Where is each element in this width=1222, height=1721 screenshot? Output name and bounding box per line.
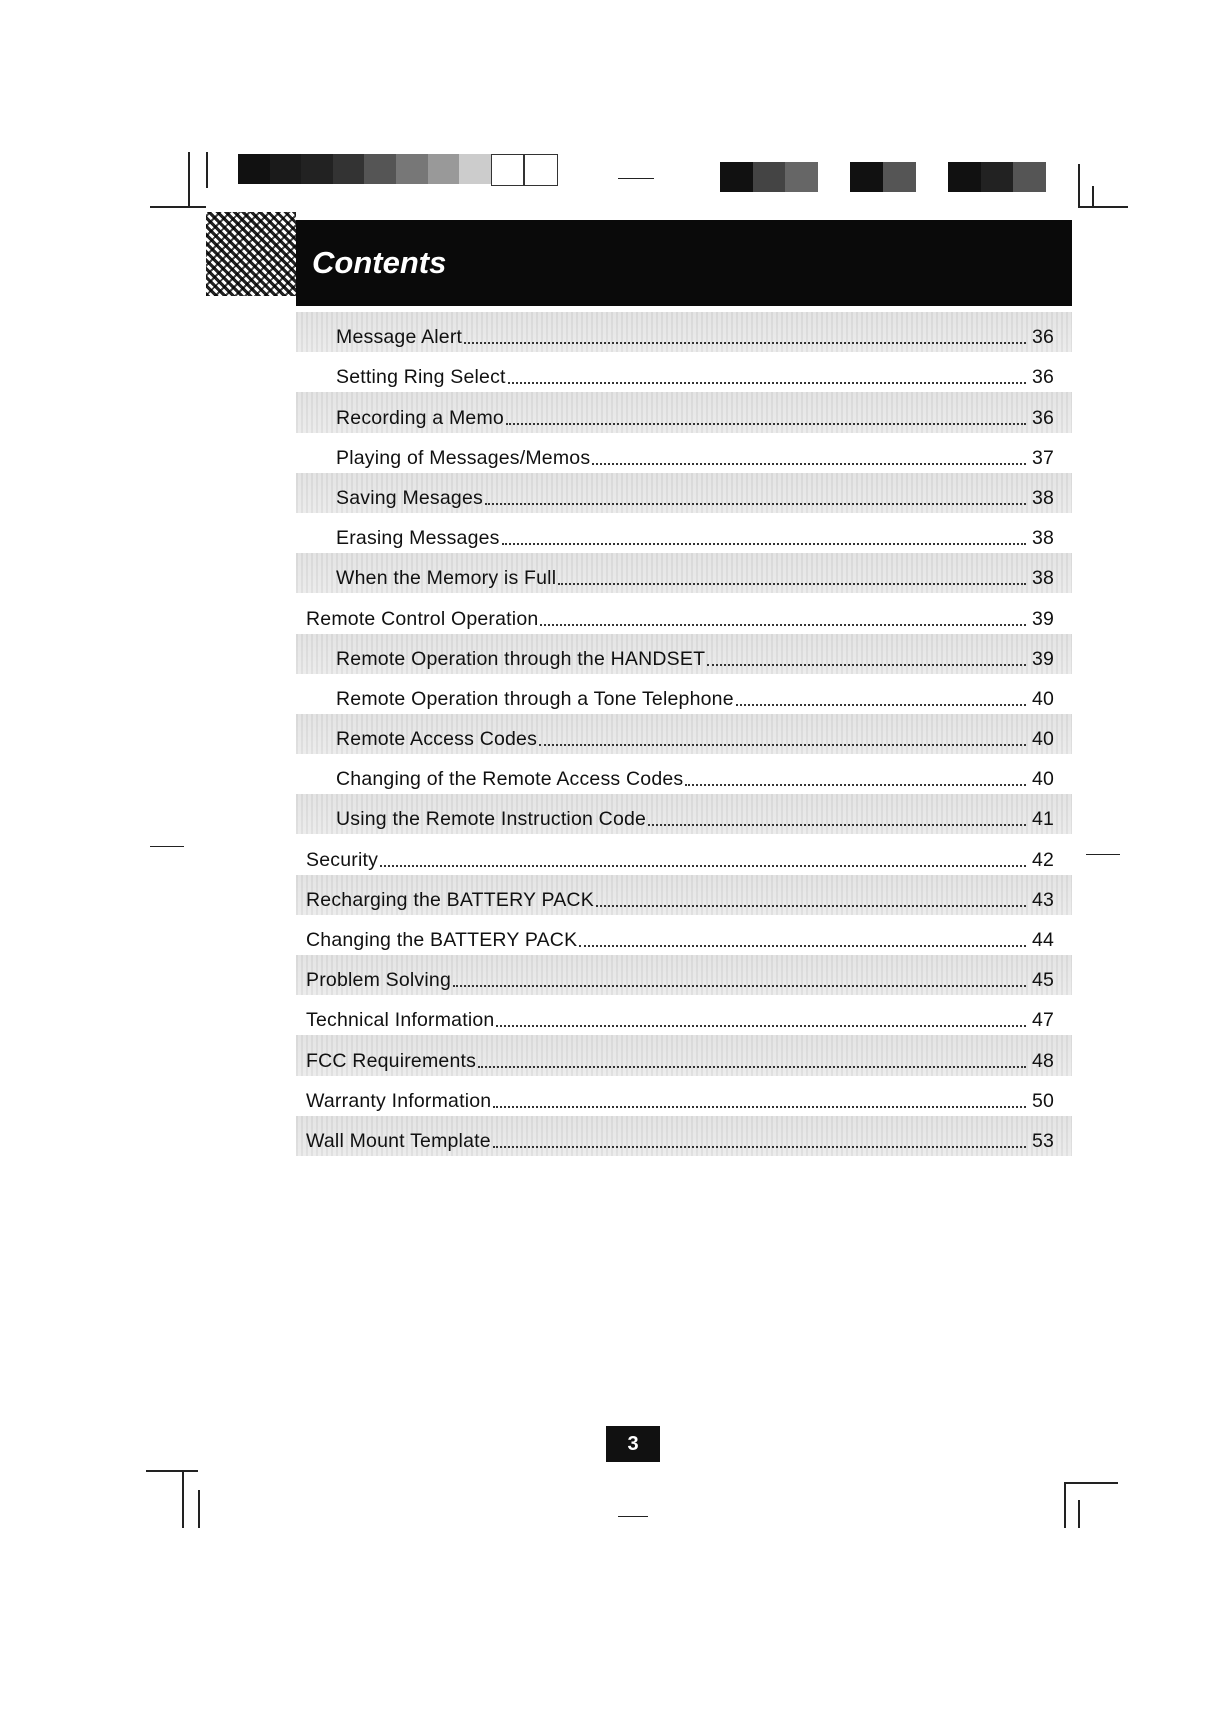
color-bar-right bbox=[720, 162, 1046, 192]
toc-entry-page: 37 bbox=[1032, 446, 1055, 469]
toc-entry-title: FCC Requirements bbox=[306, 1049, 477, 1072]
crop-mark-top-left-v1 bbox=[188, 152, 190, 208]
toc-entry-page: 53 bbox=[1032, 1129, 1055, 1152]
toc-entry-title: Wall Mount Template bbox=[306, 1129, 491, 1152]
toc-entry-page: 39 bbox=[1032, 647, 1055, 670]
toc-leader-dots bbox=[478, 1066, 1026, 1068]
table-of-contents bbox=[296, 312, 1072, 1156]
toc-entry-title: Security bbox=[306, 848, 379, 871]
toc-entry bbox=[296, 634, 1072, 674]
toc-entry-page: 43 bbox=[1032, 888, 1055, 911]
toc-entry-page: 44 bbox=[1032, 929, 1055, 951]
toc-entry-page: 38 bbox=[1032, 567, 1055, 590]
toc-entry-page: 39 bbox=[1032, 607, 1055, 630]
halftone-corner-pattern bbox=[206, 212, 296, 296]
crop-mark-bottom-right-h bbox=[1064, 1482, 1118, 1484]
toc-entry-title: Remote Operation through the HANDSET bbox=[336, 647, 706, 670]
toc-entry bbox=[296, 794, 1072, 834]
toc-entry bbox=[296, 513, 1072, 553]
toc-entry-page: 38 bbox=[1032, 486, 1055, 509]
toc-leader-dots bbox=[596, 905, 1026, 907]
toc-entry bbox=[296, 1116, 1072, 1156]
toc-leader-dots bbox=[464, 342, 1026, 344]
toc-entry-page: 36 bbox=[1032, 366, 1055, 389]
toc-entry-title: When the Memory is Full bbox=[336, 567, 557, 590]
toc-entry-page: 38 bbox=[1032, 527, 1055, 550]
registration-mark-right bbox=[1086, 854, 1120, 855]
toc-leader-dots bbox=[540, 624, 1026, 626]
toc-entry bbox=[296, 915, 1072, 955]
toc-entry-title: Changing the BATTERY PACK bbox=[306, 929, 578, 951]
toc-entry bbox=[296, 875, 1072, 915]
toc-entry-page: 48 bbox=[1032, 1049, 1055, 1072]
toc-leader-dots bbox=[685, 784, 1026, 786]
toc-entry-page: 40 bbox=[1032, 687, 1055, 710]
toc-entry bbox=[296, 392, 1072, 432]
toc-leader-dots bbox=[539, 744, 1026, 746]
crop-mark-bottom-left-v1 bbox=[182, 1470, 184, 1528]
toc-leader-dots bbox=[648, 824, 1026, 826]
crop-mark-top-right-h bbox=[1078, 206, 1128, 208]
toc-leader-dots bbox=[380, 865, 1026, 867]
toc-leader-dots bbox=[592, 463, 1026, 465]
toc-entry-title: Warranty Information bbox=[306, 1089, 492, 1112]
toc-entry-title: Playing of Messages/Memos bbox=[336, 446, 591, 469]
toc-entry bbox=[296, 593, 1072, 633]
toc-entry-title: Changing of the Remote Access Codes bbox=[336, 768, 684, 791]
toc-entry bbox=[296, 473, 1072, 513]
toc-leader-dots bbox=[508, 382, 1026, 384]
toc-entry bbox=[296, 352, 1072, 392]
toc-entry bbox=[296, 834, 1072, 874]
toc-entry bbox=[296, 1076, 1072, 1116]
toc-leader-dots bbox=[496, 1025, 1026, 1027]
toc-entry-page: 45 bbox=[1032, 969, 1055, 992]
toc-entry bbox=[296, 1035, 1072, 1075]
toc-entry-title: Using the Remote Instruction Code bbox=[336, 808, 647, 831]
registration-mark-left bbox=[150, 846, 184, 847]
toc-entry-page: 41 bbox=[1032, 808, 1055, 831]
toc-leader-dots bbox=[736, 704, 1026, 706]
toc-entry bbox=[296, 433, 1072, 473]
crop-mark-bottom-left-h bbox=[146, 1470, 198, 1472]
toc-leader-dots bbox=[453, 985, 1026, 987]
toc-leader-dots bbox=[493, 1146, 1026, 1148]
crop-mark-top-left-h bbox=[150, 206, 206, 208]
toc-entry-title: Saving Mesages bbox=[336, 486, 483, 509]
toc-entry-title: Message Alert bbox=[336, 326, 463, 349]
page-title: Contents bbox=[312, 245, 447, 280]
toc-entry-title: Remote Control Operation bbox=[306, 607, 539, 630]
toc-entry-title: Erasing Messages bbox=[336, 527, 500, 550]
toc-entry-page: 36 bbox=[1032, 326, 1055, 349]
crop-mark-top-right-v2 bbox=[1092, 186, 1094, 208]
color-bar-left bbox=[238, 154, 558, 184]
toc-leader-dots bbox=[707, 664, 1026, 666]
toc-entry-title: Technical Information bbox=[306, 1009, 495, 1032]
toc-entry bbox=[296, 553, 1072, 593]
toc-leader-dots bbox=[485, 503, 1026, 505]
toc-entry-title: Remote Access Codes bbox=[336, 728, 538, 751]
crop-mark-bottom-right-v2 bbox=[1078, 1500, 1080, 1528]
crop-mark-top-left-v2 bbox=[206, 152, 208, 188]
toc-entry bbox=[296, 312, 1072, 352]
crop-mark-bottom-right-v1 bbox=[1064, 1482, 1066, 1528]
toc-leader-dots bbox=[493, 1106, 1026, 1108]
toc-entry-page: 42 bbox=[1032, 848, 1055, 871]
toc-entry bbox=[296, 714, 1072, 754]
toc-entry-title: Recording a Memo bbox=[336, 406, 504, 429]
page-number-badge: 3 bbox=[606, 1426, 660, 1462]
registration-mark-bottom bbox=[618, 1516, 648, 1517]
toc-entry bbox=[296, 955, 1072, 995]
toc-entry-title: Problem Solving bbox=[306, 969, 451, 992]
toc-entry-title: Remote Operation through a Tone Telephone bbox=[336, 687, 734, 710]
contents-header-band bbox=[296, 220, 1072, 306]
toc-leader-dots bbox=[502, 543, 1026, 545]
toc-entry bbox=[296, 754, 1072, 794]
toc-entry bbox=[296, 995, 1072, 1035]
registration-mark-top bbox=[618, 178, 654, 179]
toc-leader-dots bbox=[506, 423, 1026, 425]
toc-entry-page: 40 bbox=[1032, 768, 1055, 791]
toc-entry bbox=[296, 674, 1072, 714]
toc-leader-dots bbox=[558, 583, 1026, 585]
toc-entry-page: 36 bbox=[1032, 406, 1055, 429]
toc-entry-title: Recharging the BATTERY PACK bbox=[306, 888, 594, 911]
crop-mark-top-right-v bbox=[1078, 164, 1080, 208]
toc-entry-title: Setting Ring Select bbox=[336, 366, 506, 389]
crop-mark-bottom-left-v2 bbox=[198, 1490, 200, 1528]
toc-entry-page: 50 bbox=[1032, 1089, 1055, 1112]
toc-entry-page: 40 bbox=[1032, 728, 1055, 751]
toc-leader-dots bbox=[579, 945, 1026, 947]
toc-entry-page: 47 bbox=[1032, 1009, 1055, 1032]
